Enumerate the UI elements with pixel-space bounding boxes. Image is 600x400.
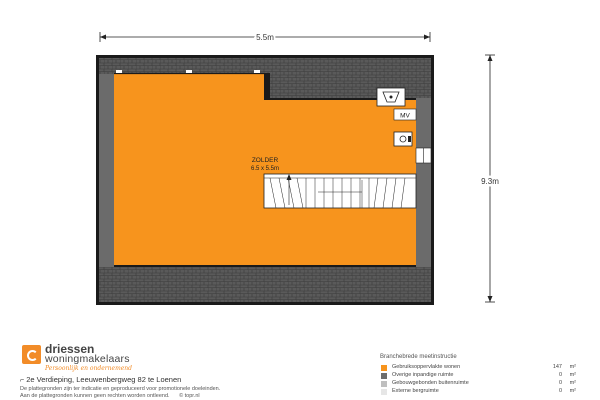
room-name: ZOLDER	[251, 157, 279, 164]
address-text: 2e Verdieping, Leeuwenbergweg 82 te Loenen	[26, 375, 182, 384]
legend-swatch	[381, 373, 387, 379]
legend-value: 0	[558, 380, 562, 386]
left-wall-strip	[99, 74, 114, 267]
disclaimer-line-2-text: Aan de plattegronden kunnen geen rechten worden ontleend.	[20, 393, 170, 399]
brand-name: driessen	[45, 342, 95, 356]
brand-tagline: Persoonlijk en ondernemend	[45, 365, 133, 372]
window-right	[416, 148, 431, 163]
boiler-icon	[394, 132, 412, 146]
legend-row	[380, 388, 580, 396]
legend-value: 0	[558, 372, 562, 378]
legend-label: Gebouwgebonden buitenruimte	[392, 380, 469, 386]
staircase	[264, 174, 416, 208]
height-label: 9.3m	[481, 177, 499, 186]
mv-label: MV	[400, 112, 410, 120]
legend-label: Externe bergruimte	[392, 388, 439, 394]
footer	[0, 330, 600, 400]
address-line	[20, 375, 181, 384]
legend-unit: m²	[569, 372, 576, 378]
credit-text: © topr.nl	[179, 393, 200, 399]
brand-subtitle: woningmakelaars	[45, 353, 130, 365]
roof-bottom	[99, 267, 431, 302]
brand-logo-icon	[22, 345, 41, 364]
legend-label: Overige inpandige ruimte	[392, 372, 454, 378]
legend-unit: m²	[569, 364, 576, 370]
legend-unit: m²	[569, 388, 576, 394]
legend-label: Gebruiksoppervlakte wonen	[392, 364, 461, 370]
laundry-icon	[377, 88, 405, 106]
legend-value: 147	[552, 364, 562, 370]
legend-title: Branchebrede meetinstructie	[380, 354, 457, 360]
legend-swatch	[381, 365, 387, 371]
legend-swatch	[381, 381, 387, 387]
legend-unit: m²	[569, 380, 576, 386]
legend-row	[380, 364, 580, 372]
stairs-icon: ⌐	[20, 377, 25, 384]
legend-swatch	[381, 389, 387, 395]
roof-top-right	[270, 58, 431, 98]
right-wall-strip	[416, 98, 431, 267]
legend-row	[380, 372, 580, 380]
disclaimer-line-1: De plattegronden zijn ter indicatie en geproduceerd voor promotionele doeleinden.	[20, 386, 221, 392]
disclaimer-line-2	[20, 393, 200, 399]
knee-wall	[264, 73, 270, 100]
legend-row	[380, 380, 580, 388]
room-size: 6.5 x 5.5m	[250, 166, 280, 172]
width-label: 5.5m	[256, 33, 274, 42]
legend-value: 0	[558, 388, 562, 394]
